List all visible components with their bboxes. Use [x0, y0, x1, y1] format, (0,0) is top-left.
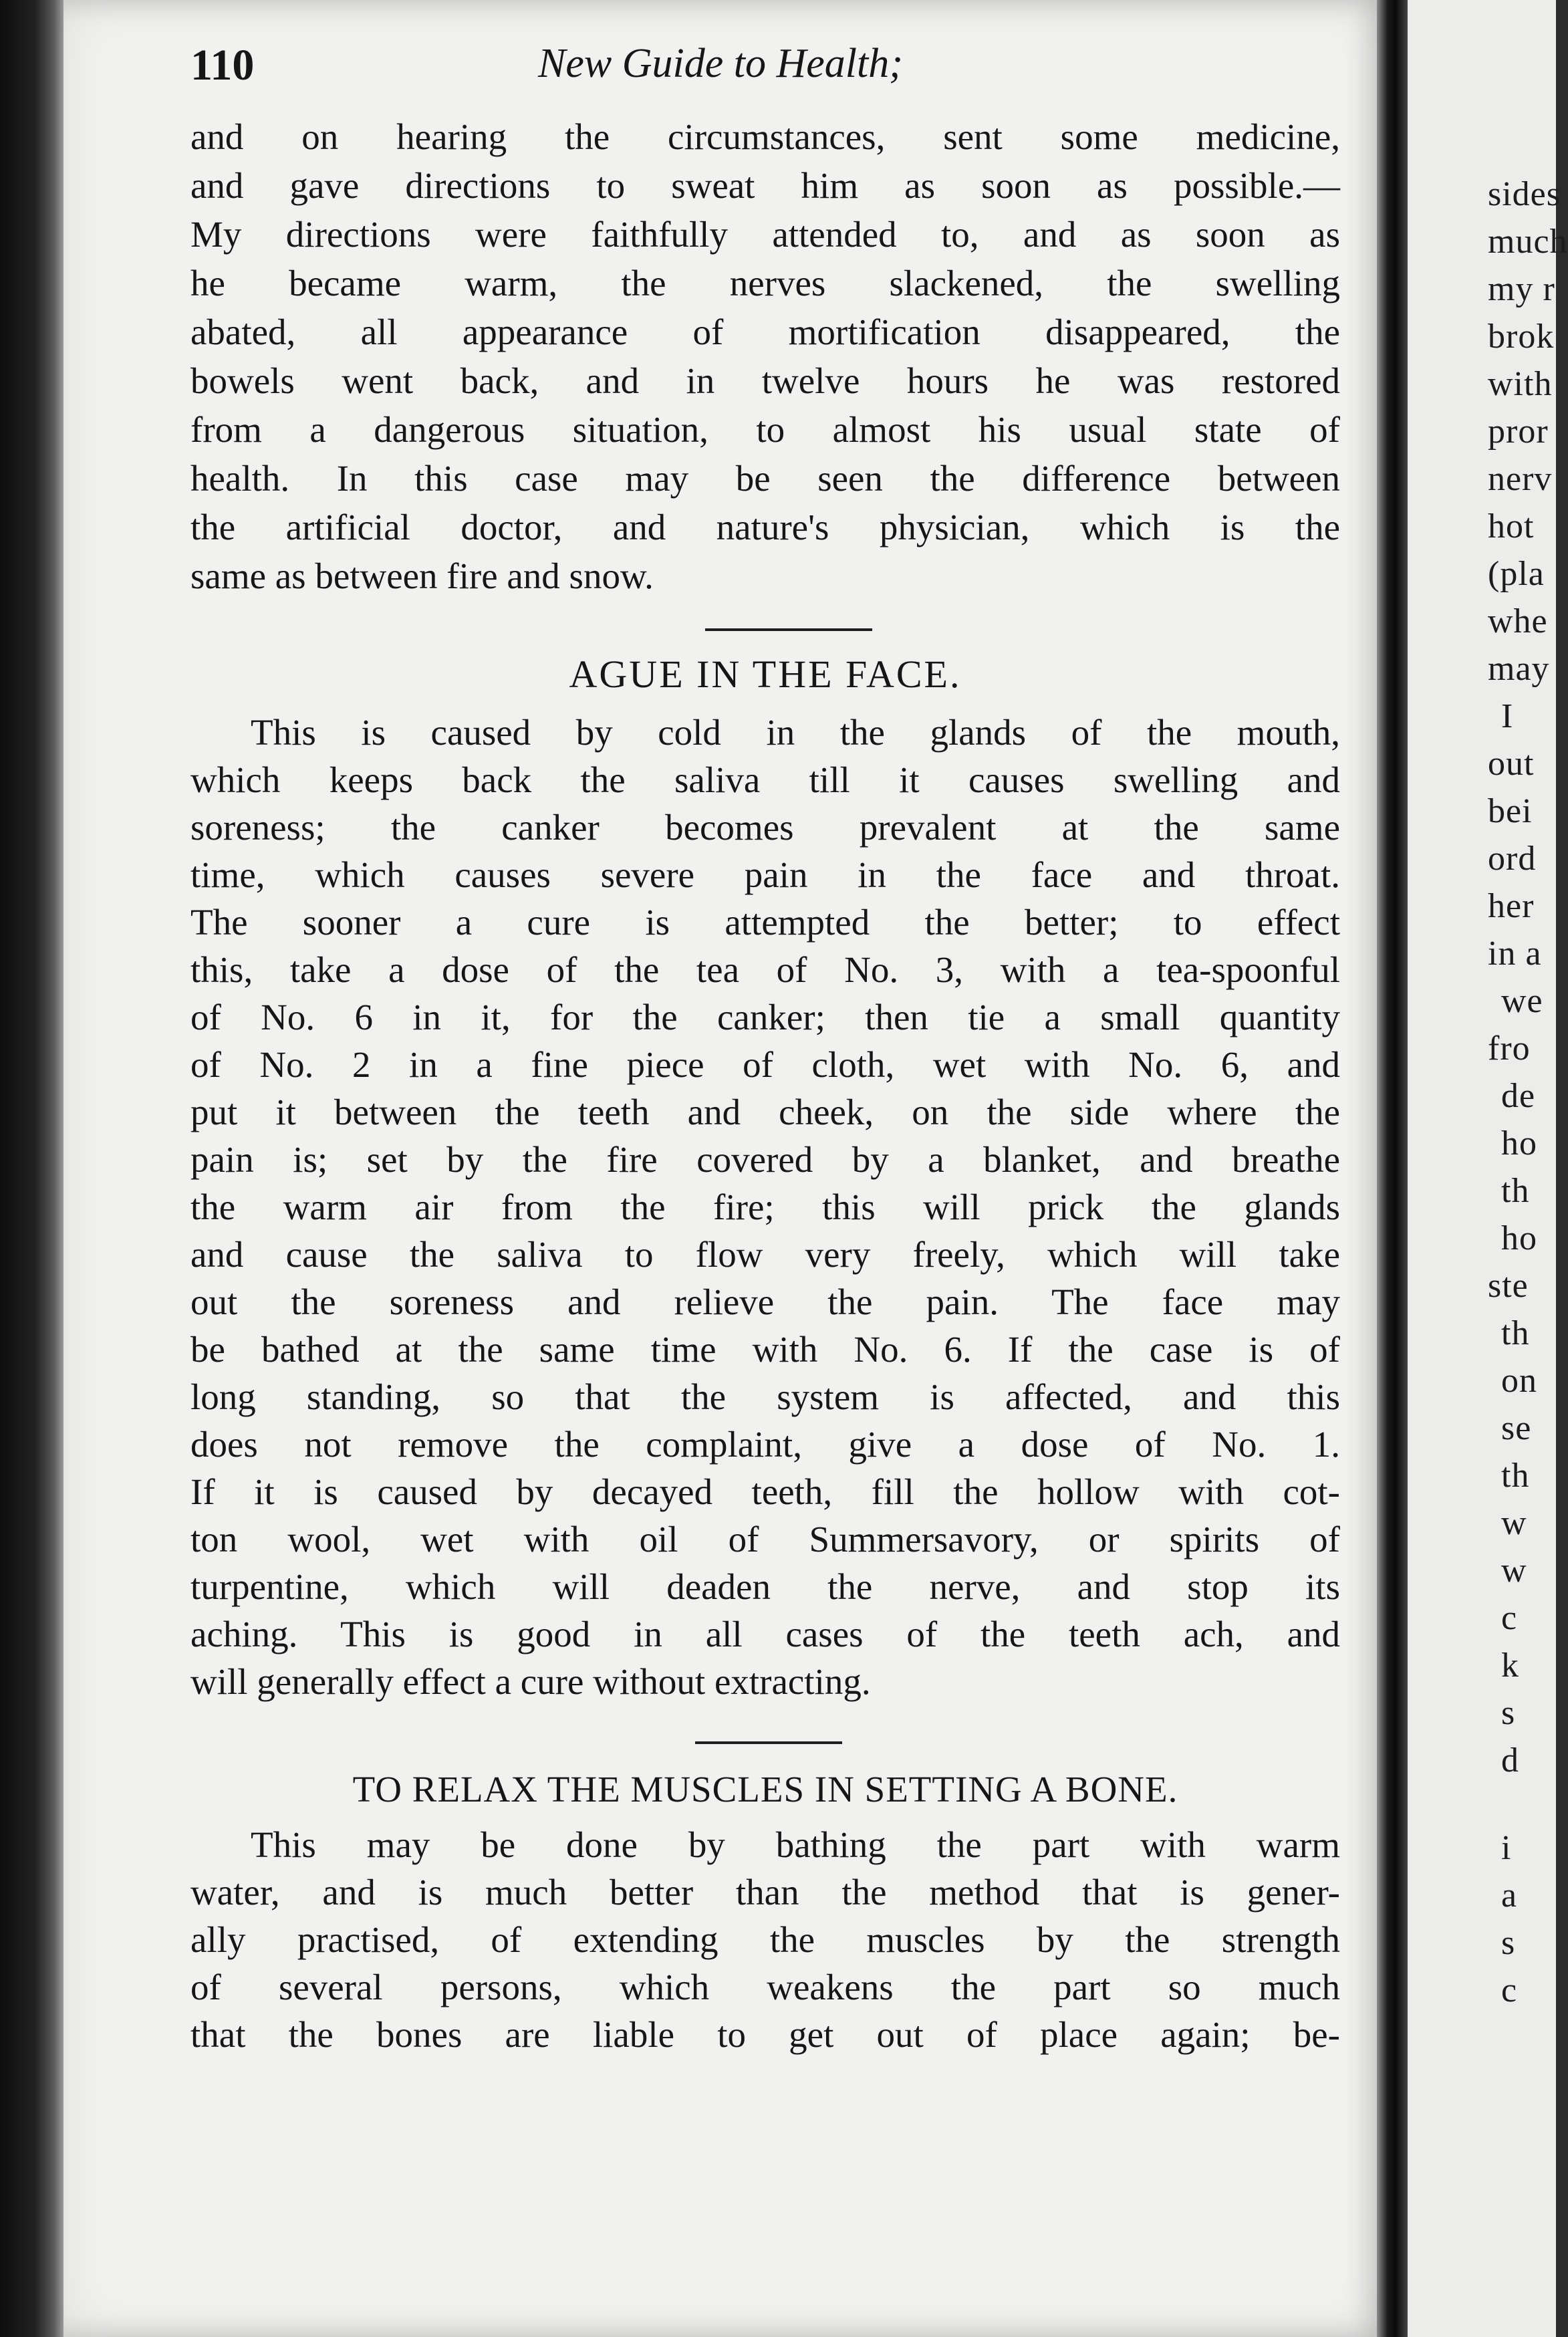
facing-page-line: on	[1501, 1362, 1537, 1400]
facing-page-line: nerv	[1488, 460, 1553, 498]
facing-page-line: her	[1488, 887, 1535, 925]
text-line: from a dangerous situation, to almost his usual state of	[190, 409, 1340, 450]
text-line: put it between the teeth and cheek, on the side where the	[190, 1092, 1340, 1132]
facing-page-line: sides	[1488, 175, 1561, 213]
text-line: If it is caused by decayed teeth, fill the hollow with cot-	[190, 1471, 1340, 1512]
text-line: he became warm, the nerves slackened, the swelling	[190, 263, 1340, 303]
page-header	[190, 40, 1340, 100]
text-line: this, take a dose of the tea of No. 3, with a tea-spoonful	[190, 949, 1340, 990]
page-divider	[1377, 0, 1408, 2337]
text-line: abated, all appearance of mortification disappeared, the	[190, 312, 1340, 352]
text-line: pain is; set by the fire covered by a blanket, and breathe	[190, 1139, 1340, 1180]
text-line: of several persons, which weakens the part so much	[190, 1967, 1340, 2007]
page-number: 110	[190, 41, 255, 90]
facing-page-line: ho	[1501, 1124, 1537, 1162]
facing-page-line: th	[1501, 1457, 1530, 1495]
text-line: time, which causes severe pain in the face and throat.	[190, 854, 1340, 895]
facing-page-line: se	[1501, 1409, 1532, 1447]
text-line: ally practised, of extending the muscles by the strength	[190, 1919, 1340, 1960]
text-line: will generally effect a cure without extracting.	[190, 1661, 871, 1702]
facing-page-line: (pla	[1488, 555, 1545, 593]
text-line: My directions were faithfully attended to, and as soon as	[190, 214, 1340, 255]
facing-page-line: ste	[1488, 1267, 1529, 1305]
facing-page-line: much	[1488, 223, 1568, 261]
facing-page-line: hot	[1488, 507, 1535, 545]
facing-page-line: s	[1501, 1694, 1516, 1732]
running-head: New Guide to Health;	[538, 41, 903, 86]
facing-page-line: th	[1501, 1172, 1530, 1210]
facing-page	[1408, 0, 1568, 2337]
text-line: which keeps back the saliva till it causes swelling and	[190, 759, 1340, 800]
text-line: bowels went back, and in twelve hours he was restored	[190, 360, 1340, 401]
facing-page-line: c	[1501, 1971, 1518, 2009]
text-line: The sooner a cure is attempted the better; to effect	[190, 902, 1340, 943]
text-line: same as between fire and snow.	[190, 556, 654, 596]
facing-page-line: may	[1488, 650, 1550, 688]
text-line: the artificial doctor, and nature's physician, which is the	[190, 507, 1340, 547]
text-line: be bathed at the same time with No. 6. If the case is of	[190, 1329, 1340, 1370]
facing-page-line: out	[1488, 745, 1535, 783]
section-heading: AGUE IN THE FACE.	[569, 652, 962, 696]
text-line: that the bones are liable to get out of place again; be-	[190, 2014, 1340, 2055]
text-line: of No. 2 in a fine piece of cloth, wet with No. 6, and	[190, 1044, 1340, 1085]
facing-page-line: my r	[1488, 270, 1555, 308]
text-line: the warm air from the fire; this will prick the glands	[190, 1187, 1340, 1227]
text-line: long standing, so that the system is affected, and this	[190, 1376, 1340, 1417]
section-rule	[705, 628, 872, 631]
facing-page-line: pror	[1488, 412, 1549, 451]
section-heading: TO RELAX THE MUSCLES IN SETTING A BONE.	[352, 1769, 1178, 1810]
facing-page-line: c	[1501, 1599, 1518, 1637]
text-line: This may be done by bathing the part with warm	[251, 1824, 1340, 1865]
facing-page-line: ord	[1488, 840, 1537, 878]
facing-page-line: th	[1501, 1314, 1530, 1352]
facing-page-line: w	[1501, 1504, 1527, 1542]
facing-page-line: w	[1501, 1552, 1527, 1590]
text-line: of No. 6 in it, for the canker; then tie a small quantity	[190, 997, 1340, 1037]
text-line: aching. This is good in all cases of the teeth ach, and	[190, 1614, 1340, 1654]
facing-page-line: i	[1501, 1829, 1512, 1867]
facing-page-line: s	[1501, 1924, 1516, 1962]
facing-page-line: bei	[1488, 792, 1533, 830]
text-line: soreness; the canker becomes prevalent at the same	[190, 807, 1340, 848]
facing-page-line: we	[1501, 982, 1543, 1020]
text-line: and on hearing the circumstances, sent some medicine,	[190, 116, 1340, 157]
facing-page-line: with	[1488, 365, 1553, 403]
facing-page-line: fro	[1488, 1029, 1531, 1068]
binding-gutter	[0, 0, 63, 2337]
text-line: water, and is much better than the method that is gener-	[190, 1872, 1340, 1913]
text-line: ton wool, wet with oil of Summersavory, or spirits of	[190, 1519, 1340, 1560]
text-line: out the soreness and relieve the pain. The face may	[190, 1281, 1340, 1322]
facing-page-line: d	[1501, 1741, 1519, 1779]
text-line: turpentine, which will deaden the nerve, and stop its	[190, 1566, 1340, 1607]
facing-page-line: whe	[1488, 602, 1548, 640]
facing-page-line: a	[1501, 1876, 1518, 1915]
text-line: does not remove the complaint, give a dose of No. 1.	[190, 1424, 1340, 1465]
facing-page-line: k	[1501, 1646, 1519, 1685]
facing-page-line: de	[1501, 1077, 1536, 1115]
text-line: This is caused by cold in the glands of the mouth,	[251, 712, 1340, 753]
text-line: and gave directions to sweat him as soon as possible.—	[190, 165, 1340, 206]
text-line: health. In this case may be seen the difference between	[190, 458, 1340, 499]
section-rule	[695, 1741, 842, 1744]
text-line: and cause the saliva to flow very freely, which will take	[190, 1234, 1340, 1275]
facing-page-line: brok	[1488, 318, 1555, 356]
facing-page-line: in a	[1488, 935, 1542, 973]
facing-page-line: ho	[1501, 1219, 1537, 1257]
facing-page-line: I	[1501, 697, 1514, 735]
